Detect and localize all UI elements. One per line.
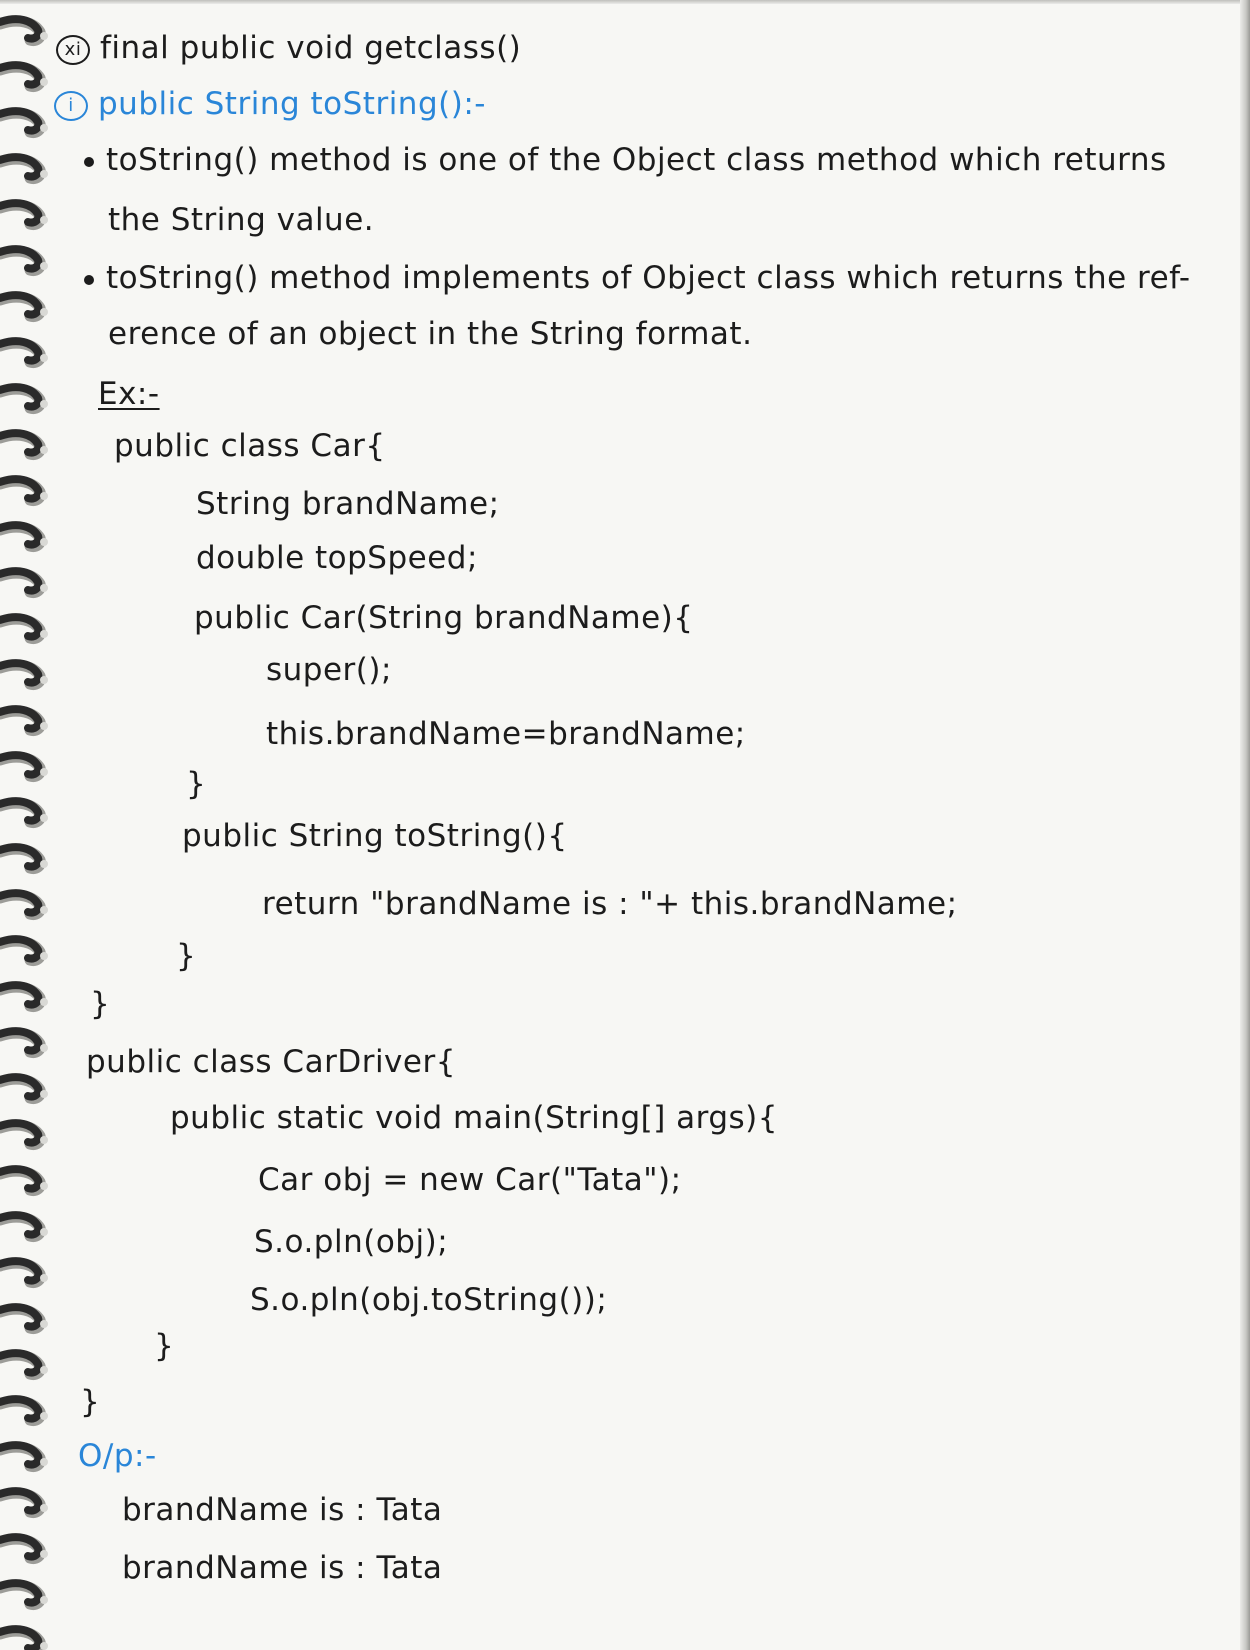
spiral-coil <box>0 19 48 40</box>
code-line: } <box>176 938 197 974</box>
output-label: O/p:- <box>78 1438 157 1474</box>
example-label: Ex:- <box>98 376 160 412</box>
spiral-coil <box>0 1215 48 1236</box>
bullet-2-line-1 <box>84 258 1191 298</box>
bullet-2-text: toString() method implements of Object class which returns the ref- <box>106 260 1191 296</box>
spiral-binding <box>0 0 60 1650</box>
page-right-edge <box>1240 0 1250 1650</box>
bullet-1-text: toString() method is one of the Object class method which returns <box>106 142 1167 178</box>
spiral-coil <box>0 893 48 914</box>
code-line: } <box>154 1328 175 1364</box>
heading-marker-i: i <box>54 91 88 121</box>
code-line: } <box>90 986 111 1022</box>
bullet-dot <box>84 157 94 167</box>
spiral-coil <box>0 1261 48 1282</box>
spiral-coil <box>0 479 48 500</box>
spiral-coil <box>0 1583 48 1604</box>
code-line: public Car(String brandName){ <box>194 600 694 636</box>
bullet-1-line-2: the String value. <box>108 202 375 238</box>
spiral-coil <box>0 1353 48 1374</box>
spiral-coil <box>0 709 48 730</box>
code-line: } <box>80 1384 101 1420</box>
code-line: public static void main(String[] args){ <box>170 1100 779 1136</box>
code-line: public class CarDriver{ <box>86 1044 456 1080</box>
code-line: } <box>186 766 207 802</box>
output-line: brandName is : Tata <box>122 1492 443 1528</box>
spiral-coil <box>0 663 48 684</box>
code-line: public String toString(){ <box>182 818 568 854</box>
spiral-coil <box>0 203 48 224</box>
spiral-coil <box>0 111 48 132</box>
code-line: String brandName; <box>196 486 500 522</box>
spiral-coil <box>0 801 48 822</box>
heading-marker-xi: xi <box>56 35 90 65</box>
spiral-coil <box>0 939 48 960</box>
spiral-coil <box>0 1491 48 1512</box>
spiral-coil <box>0 525 48 546</box>
spiral-coil <box>0 295 48 316</box>
spiral-coil <box>0 1077 48 1098</box>
bullet-1-line-1 <box>84 140 1167 180</box>
code-line: Car obj = new Car("Tata"); <box>258 1162 682 1198</box>
heading-tostring-text: public String toString():- <box>98 86 486 122</box>
bullet-dot <box>84 275 94 285</box>
code-line: S.o.pln(obj.toString()); <box>250 1282 608 1318</box>
code-line: S.o.pln(obj); <box>254 1224 449 1260</box>
spiral-coil <box>0 433 48 454</box>
spiral-coil <box>0 157 48 178</box>
code-line: double topSpeed; <box>196 540 478 576</box>
page-top-edge <box>0 0 1250 4</box>
code-line: return "brandName is : "+ this.brandName; <box>262 886 958 922</box>
spiral-coil <box>0 755 48 776</box>
spiral-coil <box>0 387 48 408</box>
spiral-coil <box>0 617 48 638</box>
spiral-coil <box>0 1399 48 1420</box>
heading-tostring <box>54 84 486 124</box>
spiral-coil <box>0 1307 48 1328</box>
spiral-coil <box>0 341 48 362</box>
code-line: this.brandName=brandName; <box>266 716 746 752</box>
spiral-coil <box>0 985 48 1006</box>
code-line: public class Car{ <box>114 428 386 464</box>
spiral-coil <box>0 65 48 86</box>
heading-getclass <box>56 28 521 68</box>
spiral-coil <box>0 1123 48 1144</box>
spiral-coil <box>0 1629 48 1650</box>
code-line: super(); <box>266 652 392 688</box>
output-line: brandName is : Tata <box>122 1550 443 1586</box>
spiral-coil <box>0 1031 48 1052</box>
heading-getclass-text: final public void getclass() <box>100 30 522 66</box>
spiral-coil <box>0 1537 48 1558</box>
spiral-coil <box>0 571 48 592</box>
spiral-coil <box>0 1169 48 1190</box>
spiral-coil <box>0 847 48 868</box>
bullet-2-line-2: erence of an object in the String format. <box>108 316 753 352</box>
spiral-coil <box>0 249 48 270</box>
spiral-coil <box>0 1445 48 1466</box>
